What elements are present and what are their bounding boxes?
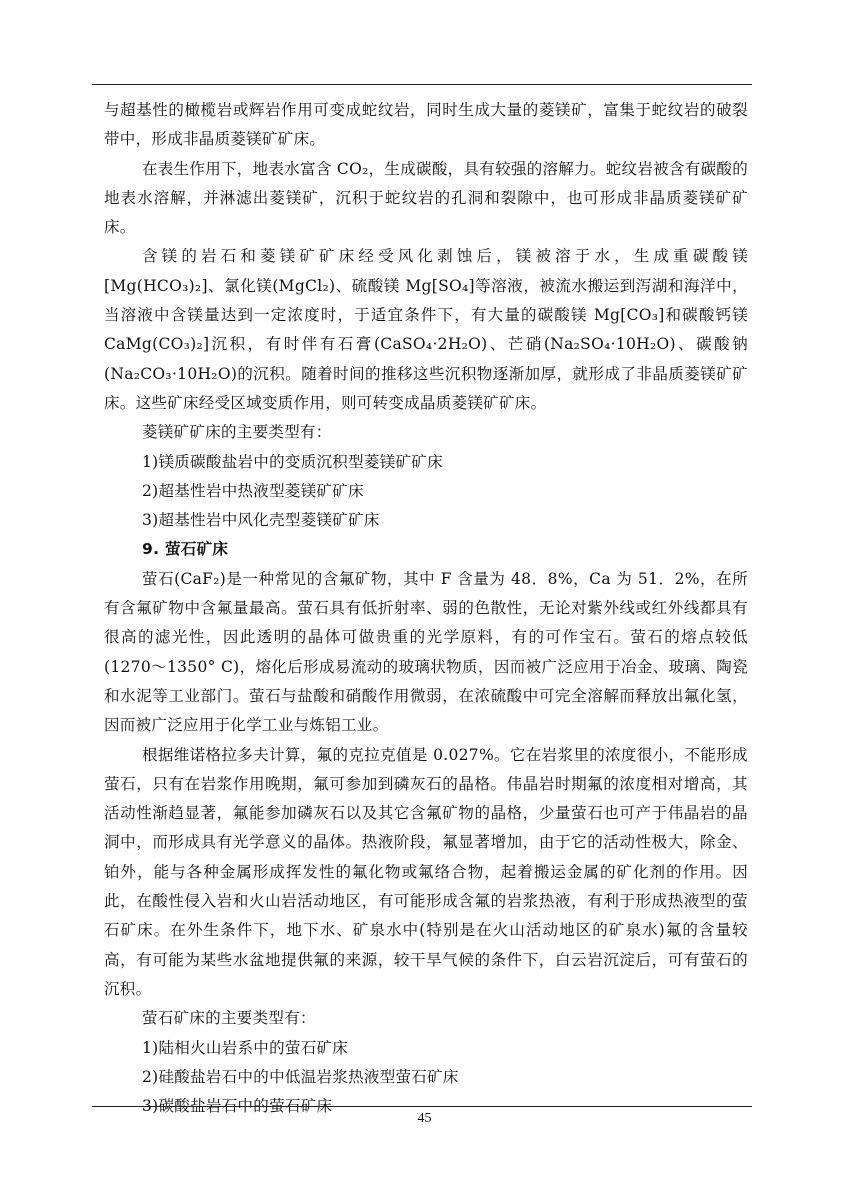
fluorite-types-intro: 萤石矿床的主要类型有： bbox=[142, 1009, 316, 1028]
fluorite-type-item: 3)碳酸盐岩石中的萤石矿床 bbox=[142, 1097, 333, 1116]
paragraph-serpentinite-continuation: 与超基性的橄榄岩或辉岩作用可变成蛇纹岩，同时生成大量的菱镁矿，富集于蛇纹岩的破裂带中，形成非晶质菱镁矿矿床。 bbox=[104, 101, 748, 149]
page-body bbox=[104, 96, 748, 1121]
magnesite-type-item: 3)超基性岩中风化壳型菱镁矿矿床 bbox=[142, 511, 380, 530]
fluorite-type-item: 1)陆相火山岩系中的萤石矿床 bbox=[142, 1038, 349, 1057]
fluorite-type-item: 2)硅酸盐岩石中的中低温岩浆热液型萤石矿床 bbox=[142, 1067, 459, 1086]
magnesite-type-item: 2)超基性岩中热液型菱镁矿矿床 bbox=[142, 481, 364, 500]
header-rule bbox=[92, 84, 752, 85]
paragraph-fluorite-properties: 萤石(CaF₂)是一种常见的含氟矿物，其中 F 含量为 48．8%，Ca 为 51．2%，在所有含氟矿物中含氟量最高。萤石具有低折射率、弱的色散性，无论对紫外线或红外线都具有很高的滤光性，因此透明的晶体可做贵重的光学原料，有的可作宝石。萤石的熔点较低(1270～1350° C)，熔化后形成易流动的玻璃状物质，因而被广泛应用于冶金、玻璃、陶瓷和水泥等工业部门。萤石与盐酸和硝酸作用微弱，在浓硫酸中可完全溶解而释放出氟化氢，因而被广泛应用于化学工业与炼铝工业。 bbox=[104, 569, 748, 735]
footer-rule bbox=[92, 1106, 752, 1107]
magnesite-types-intro: 菱镁矿矿床的主要类型有： bbox=[142, 423, 332, 442]
section-heading-fluorite: 9. 萤石矿床 bbox=[142, 540, 229, 559]
paragraph-weathering: 含镁的岩石和菱镁矿矿床经受风化剥蚀后，镁被溶于水，生成重碳酸镁[Mg(HCO₃)₂]、氯化镁(MgCl₂)、硫酸镁 Mg[SO₄]等溶液，被流水搬运到泻湖和海洋中，当溶液中含镁量达到一定浓度时，于适宜条件下，有大量的碳酸镁 Mg[CO₃]和碳酸钙镁 CaMg(CO₃)₂]沉积，有时伴有石膏(CaSO₄·2H₂O)、芒硝(Na₂SO₄·10H₂O)、碳酸钠(Na₂CO₃·10H₂O)的沉积。随着时间的推移这些沉积物逐渐加厚，就形成了非晶质菱镁矿矿床。这些矿床经受区域变质作用，则可转变成晶质菱镁矿矿床。 bbox=[104, 247, 748, 412]
paragraph-supergene: 在表生作用下，地表水富含 CO₂，生成碳酸，具有较强的溶解力。蛇纹岩被含有碳酸的地表水溶解，并淋滤出菱镁矿，沉积于蛇纹岩的孔洞和裂隙中，也可形成非晶质菱镁矿矿床。 bbox=[104, 159, 748, 237]
paragraph-fluorine-geochemistry: 根据维诺格拉多夫计算，氟的克拉克值是 0.027%。它在岩浆里的浓度很小，不能形成萤石，只有在岩浆作用晚期，氟可参加到磷灰石的晶格。伟晶岩时期氟的浓度相对增高，其活动性渐趋显著，氟能参加磷灰石以及其它含氟矿物的晶格，少量萤石也可产于伟晶岩的晶洞中，而形成具有光学意义的晶体。热液阶段，氟显著增加，由于它的活动性极大，除金、铂外，能与各种金属形成挥发性的氟化物或氟络合物，起着搬运金属的矿化剂的作用。因此，在酸性侵入岩和火山岩活动地区，有可能形成含氟的岩浆热液，有利于形成热液型的萤石矿床。在外生条件下，地下水、矿泉水中(特别是在火山活动地区的矿泉水)氟的含量较高，有可能为某些水盆地提供氟的来源，较干旱气候的条件下，白云岩沉淀后，可有萤石的沉积。 bbox=[104, 745, 748, 998]
magnesite-type-item: 1)镁质碳酸盐岩中的变质沉积型菱镁矿矿床 bbox=[142, 452, 443, 471]
page-number: 45 bbox=[417, 1111, 432, 1126]
